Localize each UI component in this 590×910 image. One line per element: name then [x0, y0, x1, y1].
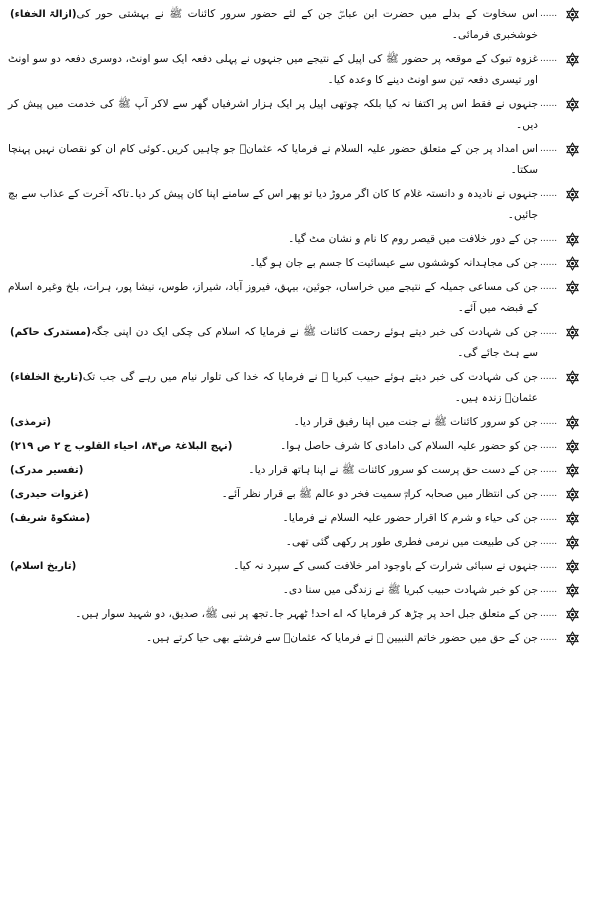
list-item: [4, 184, 584, 226]
list-item: [4, 436, 584, 457]
entry-body: جن کی طبیعت میں نرمی فطری طور پر رکھی گئی تھی۔: [285, 536, 538, 548]
star-of-david-ornament-icon: [565, 97, 580, 112]
list-item: [4, 49, 584, 91]
entry-body: جن کے دست حق پرست کو سرور کائنات ﷺ نے اپنا ہاتھ قرار دیا۔: [248, 464, 538, 476]
entry-body: جن کے دور خلافت میں قیصر روم کا نام و نشان مٹ گیا۔: [288, 233, 538, 245]
leader-dots: ......: [540, 633, 558, 643]
list-item: [4, 508, 584, 529]
star-of-david-ornament-icon: [565, 280, 580, 295]
entry-body: جن کے حق میں حضور خاتم النبیین ﷺ نے فرمایا کہ عثمانؓ سے فرشتے بھی حیا کرتے ہیں۔: [146, 632, 538, 644]
entry-text: [8, 139, 538, 181]
citation: (ازالۃ الخفاء): [10, 9, 77, 20]
leader-dots: ......: [540, 489, 558, 499]
leader-dots: ......: [540, 54, 558, 64]
list-item: [4, 604, 584, 625]
list-item: [4, 484, 584, 505]
entry-body: جنہوں نے سبائی شرارت کے باوجود امر خلافت کسی کے سپرد نہ کیا۔: [233, 560, 538, 572]
entry-body: جن کو سرور کائنات ﷺ نے جنت میں اپنا رفیق قرار دیا۔: [293, 416, 538, 428]
list-item: [4, 532, 584, 553]
list-item: [4, 229, 584, 250]
list-item: [4, 556, 584, 577]
star-of-david-ornament-icon: [565, 415, 580, 430]
entry-text: [8, 253, 538, 274]
star-of-david-ornament-icon: [565, 325, 580, 340]
star-of-david-ornament-icon: [565, 487, 580, 502]
list-item: [4, 460, 584, 481]
citation: (مشکوۃ شریف): [10, 513, 91, 524]
star-of-david-ornament-icon: [565, 559, 580, 574]
leader-dots: ......: [540, 609, 558, 619]
entry-text: [8, 580, 538, 601]
leader-dots: ......: [540, 99, 558, 109]
star-of-david-ornament-icon: [565, 370, 580, 385]
star-of-david-ornament-icon: [565, 52, 580, 67]
entry-text: [8, 412, 538, 433]
star-of-david-ornament-icon: [565, 7, 580, 22]
entry-text: [8, 532, 538, 553]
star-of-david-ornament-icon: [565, 607, 580, 622]
entry-body: غزوہ تبوک کے موقعہ پر حضور ﷺ کی اپیل کے نتیجے میں جنہوں نے پہلی دفعہ ایک سو اونٹ، دوسری دفعہ دو سو اونٹ اور تیسری دفعہ تین سو اونٹ دینے کا وعدہ کیا۔: [8, 53, 538, 86]
star-of-david-ornament-icon: [565, 439, 580, 454]
leader-dots: ......: [540, 561, 558, 571]
entry-text: [8, 556, 538, 577]
entry-text: [8, 628, 538, 649]
entry-body: جن کی انتظار میں صحابہ کرامؓ سمیت فخر دو عالم ﷺ بے قرار نظر آئے۔: [221, 488, 538, 500]
entry-body: جنہوں نے فقط اس پر اکتفا نہ کیا بلکہ چوتھی اپیل پر ایک ہزار اشرفیاں گھر سے لاکر آپ ﷺ کی خدمت میں پیش کر دیں۔: [8, 98, 538, 131]
leader-dots: ......: [540, 258, 558, 268]
entry-body: جن کو حضور علیہ السلام کی دامادی کا شرف حاصل ہوا۔: [280, 440, 538, 452]
entry-text: [8, 277, 538, 319]
star-of-david-ornament-icon: [565, 256, 580, 271]
list-item: [4, 253, 584, 274]
leader-dots: ......: [540, 144, 558, 154]
leader-dots: ......: [540, 537, 558, 547]
leader-dots: ......: [540, 234, 558, 244]
star-of-david-ornament-icon: [565, 583, 580, 598]
leader-dots: ......: [540, 282, 558, 292]
star-of-david-ornament-icon: [565, 511, 580, 526]
entry-body: جن کی حیاء و شرم کا اقرار حضور علیہ السلام نے فرمایا۔: [282, 512, 538, 524]
entry-body: جن کی مساعی جمیلہ کے نتیجے میں خراساں، جوئین، بیہق، فیروز آباد، شیراز، طوس، نیشا پور، ہرات، بلخ وغیرہ اسلام کے قبضہ میں آئے۔: [8, 281, 538, 314]
list-item: [4, 628, 584, 649]
star-of-david-ornament-icon: [565, 232, 580, 247]
entry-body: جن کے متعلق جبل احد پر چڑھ کر فرمایا کہ اے احد! ٹھہر جا۔تجھ پر نبی ﷺ، صدیق، دو شہید سوار ہیں۔: [75, 608, 538, 620]
leader-dots: ......: [540, 327, 558, 337]
citation: (تفسیر مدرک): [10, 465, 84, 476]
leader-dots: ......: [540, 372, 558, 382]
citation: (مستدرک حاکم): [10, 327, 91, 338]
entry-body: جن کی شہادت کی خبر دیتے ہوئے حبیب کبریا ﷺ نے فرمایا کہ خدا کی تلوار نیام میں رہے گی جب تک عثمانؓ زندہ ہیں۔: [82, 371, 538, 404]
entry-body: جنہوں نے نادیدہ و دانستہ غلام کا کان اگر مروڑ دیا تو پھر اس کے سامنے اپنا کان پیش کر دیا۔تاکہ آخرت کے عذاب سے بچ جائیں۔: [8, 188, 538, 221]
entry-text: [8, 49, 538, 91]
entry-body: جن کو خبر شہادت حبیب کبریا ﷺ نے زندگی میں سنا دی۔: [282, 584, 538, 596]
citation: (تاریخ الخلفاء): [10, 372, 83, 383]
list-item: [4, 367, 584, 409]
entry-text: [8, 436, 538, 457]
star-of-david-ornament-icon: [565, 142, 580, 157]
entry-text: [8, 94, 538, 136]
list-item: [4, 4, 584, 46]
entry-text: [8, 604, 538, 625]
list-item: [4, 412, 584, 433]
entry-body: اس سخاوت کے بدلے میں حضرت ابن عباسؓ جن کے لئے حضور سرور کائنات ﷺ نے بہشتی حور کی خوشخبری فرمائی۔: [76, 8, 538, 41]
leader-dots: ......: [540, 9, 558, 19]
star-of-david-ornament-icon: [565, 535, 580, 550]
entry-text: [8, 184, 538, 226]
star-of-david-ornament-icon: [565, 631, 580, 646]
citation: (غزوات حیدری): [10, 489, 89, 500]
citation: (نہج البلاغۃ ص۸۴، احیاء القلوب ج ۲ ص ۲۱۹): [10, 441, 233, 452]
entry-body: جن کی مجاہدانہ کوششوں سے عیسائیت کا جسم بے جان ہو گیا۔: [249, 257, 538, 269]
list-item: [4, 277, 584, 319]
entry-text: [8, 322, 538, 364]
list-item: [4, 322, 584, 364]
list-item: [4, 139, 584, 181]
entry-body: اس امداد پر جن کے متعلق حضور علیہ السلام نے فرمایا کہ عثمانؓ جو چاہیں کریں۔کوئی کام ان کو نقصان نہیں پہنچا سکتا۔: [8, 143, 538, 176]
leader-dots: ......: [540, 441, 558, 451]
leader-dots: ......: [540, 417, 558, 427]
citation: (تاریخ اسلام): [10, 561, 77, 572]
entry-text: [8, 484, 538, 505]
list-item: [4, 94, 584, 136]
entry-text: [8, 460, 538, 481]
leader-dots: ......: [540, 189, 558, 199]
leader-dots: ......: [540, 513, 558, 523]
entry-body: جن کی شہادت کی خبر دیتے ہوئے رحمت کائنات ﷺ نے فرمایا کہ اسلام کی چکی ایک دن اپنی جگہ سے ہٹ جائے گی۔: [90, 326, 538, 359]
star-of-david-ornament-icon: [565, 187, 580, 202]
entry-text: [8, 4, 538, 46]
star-of-david-ornament-icon: [565, 463, 580, 478]
entry-text: [8, 367, 538, 409]
leader-dots: ......: [540, 465, 558, 475]
list-item: [4, 580, 584, 601]
entry-text: [8, 508, 538, 529]
citation: (ترمذی): [10, 417, 52, 428]
leader-dots: ......: [540, 585, 558, 595]
entry-text: [8, 229, 538, 250]
